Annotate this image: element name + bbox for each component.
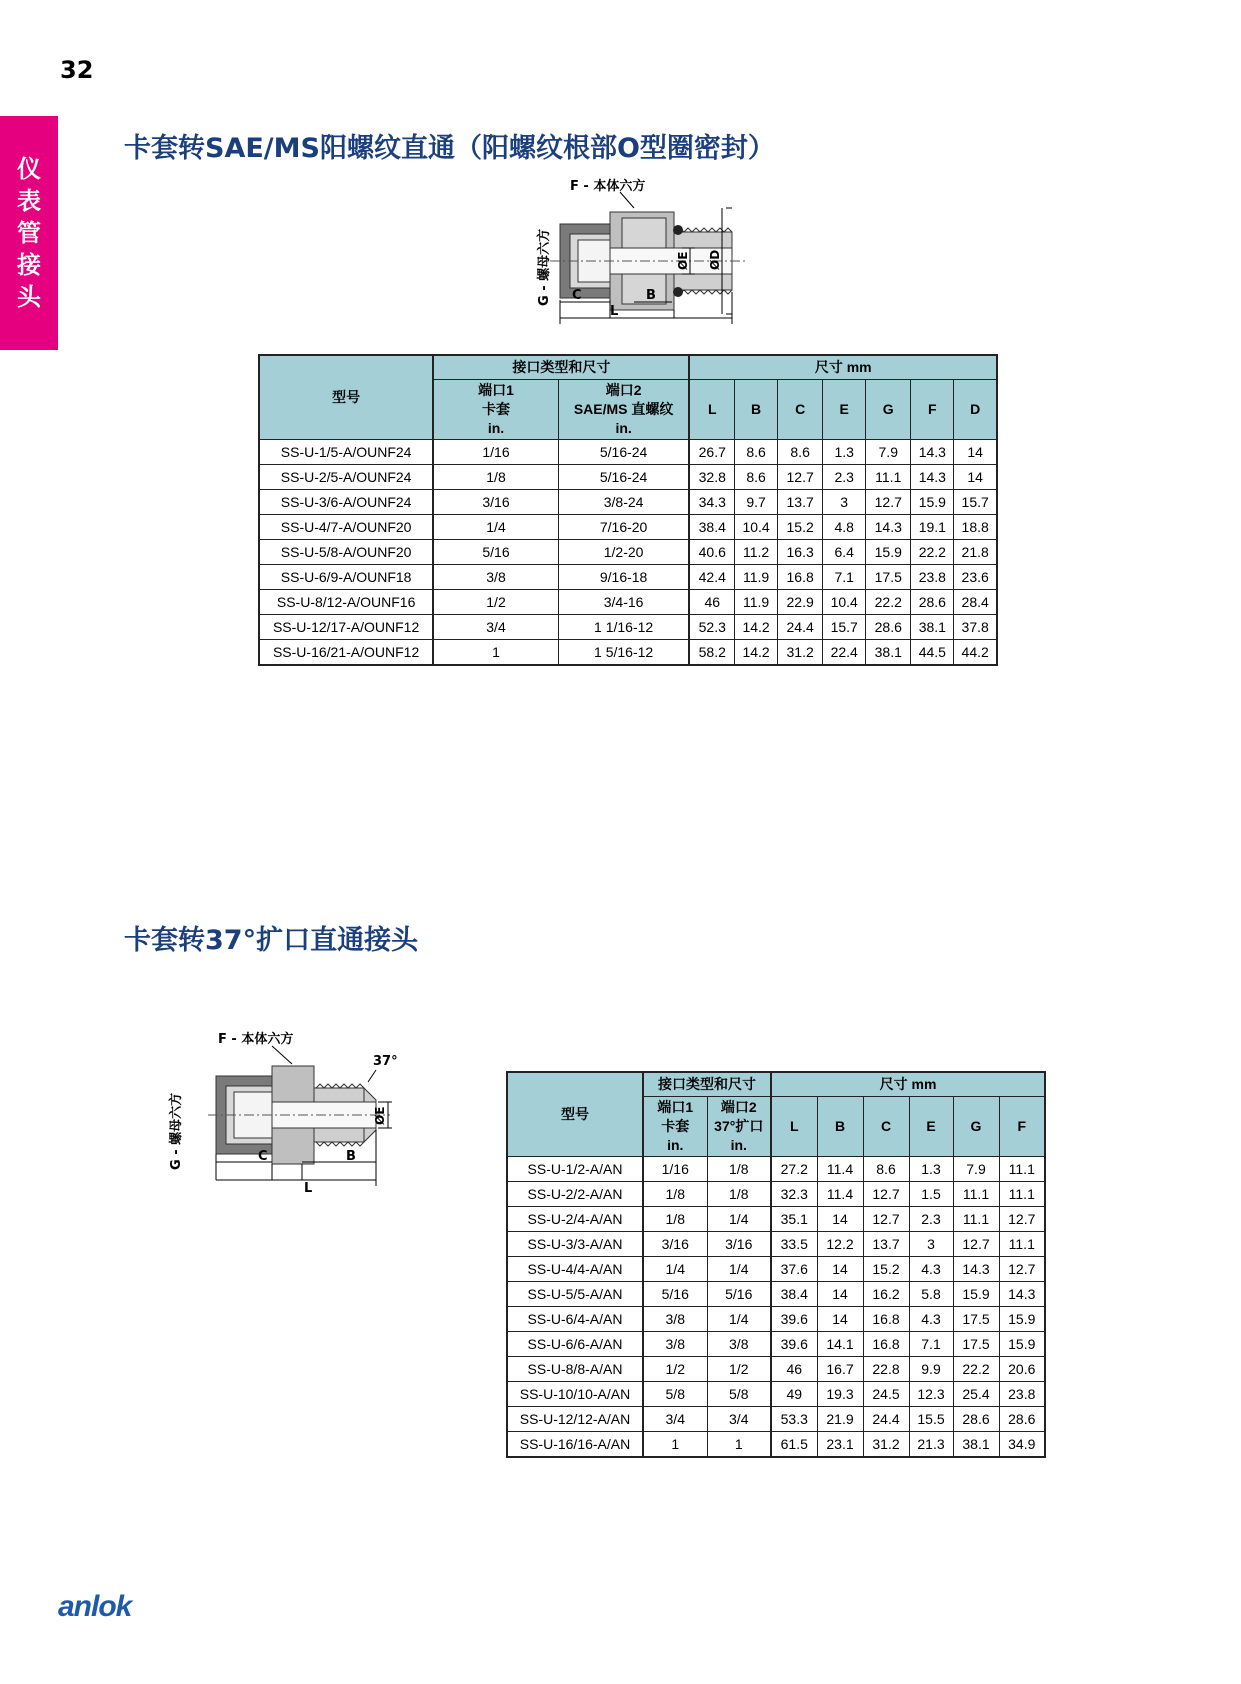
table-cell: 16.2 (863, 1281, 909, 1306)
table-cell: 1 1/16-12 (558, 614, 689, 639)
table-cell: 15.7 (954, 489, 997, 514)
model-cell: SS-U-1/2-A/AN (507, 1156, 643, 1181)
header-port2-line: 37°扩口 (714, 1117, 764, 1134)
table-cell: 11.4 (817, 1181, 863, 1206)
side-tab-char: 头 (17, 283, 41, 311)
table-cell: 3/8 (433, 564, 558, 589)
header-dim-col: F (911, 379, 954, 439)
table-cell: 39.6 (771, 1306, 817, 1331)
table-row (507, 1181, 1045, 1206)
angle-label: 37° (373, 1054, 398, 1069)
table-cell: 11.4 (817, 1156, 863, 1181)
table-cell: 12.7 (953, 1231, 999, 1256)
table-cell: 8.6 (863, 1156, 909, 1181)
table-cell: 4.3 (909, 1306, 953, 1331)
table-cell: 11.1 (999, 1156, 1045, 1181)
model-cell: SS-U-3/3-A/AN (507, 1231, 643, 1256)
table-cell: 19.1 (911, 514, 954, 539)
table-cell: 11.9 (735, 564, 778, 589)
table-cell: 7.9 (866, 439, 911, 464)
table-cell: 32.3 (771, 1181, 817, 1206)
table-cell: 1/8 (433, 464, 558, 489)
table-cell: 2.3 (909, 1206, 953, 1231)
table-cell: 12.7 (999, 1256, 1045, 1281)
header-dim-col: B (817, 1096, 863, 1156)
table-cell: 17.5 (953, 1331, 999, 1356)
table-cell: 16.8 (863, 1331, 909, 1356)
table-cell: 5/8 (707, 1381, 771, 1406)
table-cell: 44.5 (911, 639, 954, 665)
model-cell: SS-U-4/7-A/OUNF20 (259, 514, 433, 539)
table-cell: 44.2 (954, 639, 997, 665)
table-cell: 1.3 (823, 439, 866, 464)
table-cell: 1/4 (643, 1256, 707, 1281)
table-cell: 1/8 (643, 1181, 707, 1206)
header-dim-col: C (863, 1096, 909, 1156)
header-port1-line: 卡套 (661, 1117, 690, 1134)
table-cell: 16.3 (778, 539, 823, 564)
table-row (507, 1381, 1045, 1406)
table-cell: 32.8 (689, 464, 734, 489)
header-dim-col: G (866, 379, 911, 439)
table-cell: 5/16-24 (558, 464, 689, 489)
side-tab-char: 管 (17, 219, 41, 247)
header-port2-line: SAE/MS 直螺纹 (573, 400, 674, 417)
table-cell: 15.9 (999, 1306, 1045, 1331)
table-cell: 4.8 (823, 514, 866, 539)
table-cell: 15.7 (823, 614, 866, 639)
dim-e-label: ØE (373, 1106, 387, 1125)
table-row (259, 489, 997, 514)
table-cell: 46 (771, 1356, 817, 1381)
table-cell: 14 (954, 464, 997, 489)
table-cell: 23.8 (911, 564, 954, 589)
table-cell: 10.4 (735, 514, 778, 539)
table-cell: 28.6 (953, 1406, 999, 1431)
table-cell: 52.3 (689, 614, 734, 639)
header-port2-line: 端口2 (605, 381, 642, 398)
table-cell: 14.2 (735, 614, 778, 639)
table-cell: 31.2 (863, 1431, 909, 1457)
dim-b-label: B (646, 288, 656, 303)
table-cell: 14.3 (999, 1281, 1045, 1306)
table-row (259, 589, 997, 614)
table-cell: 19.3 (817, 1381, 863, 1406)
nut-label: G - 螺母六方 (169, 1092, 184, 1170)
header-dimensions: 尺寸 mm (771, 1072, 1045, 1096)
table-cell: 13.7 (863, 1231, 909, 1256)
table-cell: 15.2 (778, 514, 823, 539)
table-row (259, 514, 997, 539)
header-port2-line: in. (730, 1136, 747, 1153)
table-row (507, 1331, 1045, 1356)
nut-label: G - 螺母六方 (537, 228, 552, 306)
table-cell: 12.7 (999, 1206, 1045, 1231)
header-dim-col: F (999, 1096, 1045, 1156)
table-cell: 46 (689, 589, 734, 614)
table-cell: 38.4 (689, 514, 734, 539)
table-cell: 14.3 (911, 464, 954, 489)
table-cell: 18.8 (954, 514, 997, 539)
table-cell: 3/4 (643, 1406, 707, 1431)
table-cell: 2.3 (823, 464, 866, 489)
table-cell: 12.3 (909, 1381, 953, 1406)
dim-l-label: L (610, 304, 619, 319)
side-tab-char: 接 (17, 251, 41, 279)
model-cell: SS-U-8/12-A/OUNF16 (259, 589, 433, 614)
table-cell: 1/4 (707, 1206, 771, 1231)
section2-fitting-diagram (168, 1030, 408, 1200)
dim-b-label: B (346, 1149, 356, 1164)
hex-label: F - 本体六方 (570, 179, 646, 194)
model-cell: SS-U-6/6-A/AN (507, 1331, 643, 1356)
table-cell: 5/8 (643, 1381, 707, 1406)
table-cell: 12.7 (863, 1181, 909, 1206)
table-cell: 22.4 (823, 639, 866, 665)
model-cell: SS-U-12/17-A/OUNF12 (259, 614, 433, 639)
table-row (259, 639, 997, 665)
table-cell: 21.3 (909, 1431, 953, 1457)
table-cell: 28.6 (911, 589, 954, 614)
model-cell: SS-U-16/21-A/OUNF12 (259, 639, 433, 665)
model-cell: SS-U-10/10-A/AN (507, 1381, 643, 1406)
table-cell: 39.6 (771, 1331, 817, 1356)
table-cell: 20.6 (999, 1356, 1045, 1381)
table-cell: 1 (643, 1431, 707, 1457)
table-row (507, 1206, 1045, 1231)
table-cell: 11.2 (735, 539, 778, 564)
table-row (507, 1156, 1045, 1181)
table-cell: 14.3 (866, 514, 911, 539)
model-cell: SS-U-4/4-A/AN (507, 1256, 643, 1281)
table-cell: 1/4 (433, 514, 558, 539)
header-dim-col: L (689, 379, 734, 439)
table-cell: 12.7 (863, 1206, 909, 1231)
table-cell: 3/16 (707, 1231, 771, 1256)
model-cell: SS-U-6/4-A/AN (507, 1306, 643, 1331)
table-cell: 7/16-20 (558, 514, 689, 539)
table-cell: 28.6 (866, 614, 911, 639)
table-cell: 38.1 (911, 614, 954, 639)
table-row (507, 1231, 1045, 1256)
table-cell: 5.8 (909, 1281, 953, 1306)
model-cell: SS-U-8/8-A/AN (507, 1356, 643, 1381)
table-cell: 28.6 (999, 1406, 1045, 1431)
table-cell: 8.6 (735, 439, 778, 464)
table-cell: 61.5 (771, 1431, 817, 1457)
table-cell: 17.5 (866, 564, 911, 589)
table-row (259, 464, 997, 489)
table-cell: 22.9 (778, 589, 823, 614)
table-cell: 1/2 (643, 1356, 707, 1381)
table-cell: 3/4 (707, 1406, 771, 1431)
table-cell: 1/2 (433, 589, 558, 614)
table-row (507, 1281, 1045, 1306)
table-row (507, 1356, 1045, 1381)
table-cell: 1/8 (643, 1206, 707, 1231)
table-cell: 15.2 (863, 1256, 909, 1281)
side-category-tab (0, 116, 58, 350)
table-cell: 5/16 (707, 1281, 771, 1306)
table-cell: 11.9 (735, 589, 778, 614)
header-dim-col: G (953, 1096, 999, 1156)
table-cell: 15.9 (999, 1331, 1045, 1356)
table-cell: 11.1 (866, 464, 911, 489)
header-port1 (433, 379, 558, 439)
table-cell: 1 (433, 639, 558, 665)
table-cell: 15.9 (953, 1281, 999, 1306)
table-cell: 8.6 (735, 464, 778, 489)
table-cell: 3/4 (433, 614, 558, 639)
table-cell: 24.4 (778, 614, 823, 639)
table-cell: 1.3 (909, 1156, 953, 1181)
header-dim-col: E (823, 379, 866, 439)
table-cell: 9.7 (735, 489, 778, 514)
table-cell: 14.2 (735, 639, 778, 665)
table-cell: 33.5 (771, 1231, 817, 1256)
table-cell: 8.6 (778, 439, 823, 464)
model-cell: SS-U-1/5-A/OUNF24 (259, 439, 433, 464)
table-cell: 1/2 (707, 1356, 771, 1381)
model-cell: SS-U-16/16-A/AN (507, 1431, 643, 1457)
table-cell: 28.4 (954, 589, 997, 614)
table-cell: 21.8 (954, 539, 997, 564)
table-cell: 14 (817, 1256, 863, 1281)
table-cell: 35.1 (771, 1206, 817, 1231)
table-cell: 23.6 (954, 564, 997, 589)
header-model: 型号 (507, 1072, 643, 1156)
model-cell: SS-U-3/6-A/OUNF24 (259, 489, 433, 514)
section2-table-body (507, 1156, 1045, 1457)
table-cell: 1 5/16-12 (558, 639, 689, 665)
table-row (259, 614, 997, 639)
table-cell: 3 (823, 489, 866, 514)
header-port2 (558, 379, 689, 439)
table-cell: 37.6 (771, 1256, 817, 1281)
table-cell: 23.1 (817, 1431, 863, 1457)
table-cell: 14 (954, 439, 997, 464)
table-cell: 6.4 (823, 539, 866, 564)
table-cell: 22.2 (911, 539, 954, 564)
header-dim-col: D (954, 379, 997, 439)
table-cell: 38.1 (866, 639, 911, 665)
table-cell: 23.8 (999, 1381, 1045, 1406)
dim-c-label: C (572, 288, 582, 303)
table-cell: 14.3 (953, 1256, 999, 1281)
table-cell: 15.5 (909, 1406, 953, 1431)
table-cell: 3/8 (707, 1331, 771, 1356)
table-cell: 58.2 (689, 639, 734, 665)
table-cell: 40.6 (689, 539, 734, 564)
table-cell: 53.3 (771, 1406, 817, 1431)
table-row (259, 564, 997, 589)
table-cell: 3/8 (643, 1306, 707, 1331)
table-cell: 11.1 (999, 1181, 1045, 1206)
header-dim-col: B (735, 379, 778, 439)
table-cell: 22.8 (863, 1356, 909, 1381)
table-cell: 14 (817, 1281, 863, 1306)
table-cell: 1/2-20 (558, 539, 689, 564)
table-cell: 14 (817, 1206, 863, 1231)
table-cell: 14.3 (911, 439, 954, 464)
table-cell: 24.4 (863, 1406, 909, 1431)
header-port1 (643, 1096, 707, 1156)
section1-spec-table (258, 354, 998, 666)
table-cell: 3/16 (433, 489, 558, 514)
table-cell: 3/4-16 (558, 589, 689, 614)
model-cell: SS-U-6/9-A/OUNF18 (259, 564, 433, 589)
table-cell: 38.1 (953, 1431, 999, 1457)
header-port1-line: 端口1 (478, 381, 514, 398)
dim-c-label: C (258, 1149, 268, 1164)
header-dim-col: C (778, 379, 823, 439)
table-cell: 5/16-24 (558, 439, 689, 464)
table-cell: 49 (771, 1381, 817, 1406)
table-cell: 3/8 (643, 1331, 707, 1356)
table-cell: 11.1 (999, 1231, 1045, 1256)
table-cell: 1.5 (909, 1181, 953, 1206)
table-row (507, 1431, 1045, 1457)
table-cell: 5/16 (643, 1281, 707, 1306)
header-dimensions: 尺寸 mm (689, 355, 997, 379)
table-cell: 1/16 (643, 1156, 707, 1181)
table-cell: 17.5 (953, 1306, 999, 1331)
table-cell: 27.2 (771, 1156, 817, 1181)
table-cell: 25.4 (953, 1381, 999, 1406)
table-cell: 31.2 (778, 639, 823, 665)
header-port2 (707, 1096, 771, 1156)
table-cell: 38.4 (771, 1281, 817, 1306)
table-cell: 1/8 (707, 1181, 771, 1206)
brand-logo: anlok (58, 1590, 132, 1623)
model-cell: SS-U-2/2-A/AN (507, 1181, 643, 1206)
header-dim-col: L (771, 1096, 817, 1156)
table-row (259, 439, 997, 464)
table-cell: 15.9 (911, 489, 954, 514)
side-tab-char: 仪 (17, 155, 41, 183)
section2-spec-table (506, 1071, 1046, 1458)
table-cell: 7.1 (909, 1331, 953, 1356)
table-cell: 12.7 (866, 489, 911, 514)
table-cell: 42.4 (689, 564, 734, 589)
header-port1-line: 端口1 (657, 1098, 694, 1115)
table-row (259, 539, 997, 564)
table-cell: 21.9 (817, 1406, 863, 1431)
table-cell: 3 (909, 1231, 953, 1256)
table-cell: 5/16 (433, 539, 558, 564)
table-cell: 34.3 (689, 489, 734, 514)
table-cell: 1/8 (707, 1156, 771, 1181)
model-cell: SS-U-5/5-A/AN (507, 1281, 643, 1306)
table-row (507, 1306, 1045, 1331)
dim-e-label: ØE (676, 251, 690, 270)
table-cell: 11.1 (953, 1206, 999, 1231)
table-cell: 16.7 (817, 1356, 863, 1381)
table-cell: 14 (817, 1306, 863, 1331)
header-port1-line: in. (487, 419, 505, 436)
table-cell: 3/16 (643, 1231, 707, 1256)
header-port1-line: in. (667, 1136, 684, 1153)
table-cell: 22.2 (953, 1356, 999, 1381)
dim-l-label: L (304, 1181, 313, 1196)
table-cell: 1/4 (707, 1256, 771, 1281)
table-cell: 9/16-18 (558, 564, 689, 589)
header-port2-line: in. (615, 419, 632, 436)
page-number: 32 (60, 56, 94, 84)
section1-table-body (259, 439, 997, 665)
header-port1-line: 卡套 (482, 400, 510, 417)
table-cell: 9.9 (909, 1356, 953, 1381)
table-cell: 24.5 (863, 1381, 909, 1406)
model-cell: SS-U-12/12-A/AN (507, 1406, 643, 1431)
table-cell: 13.7 (778, 489, 823, 514)
table-cell: 26.7 (689, 439, 734, 464)
table-cell: 12.7 (778, 464, 823, 489)
table-cell: 1/16 (433, 439, 558, 464)
table-cell: 11.1 (953, 1181, 999, 1206)
table-row (507, 1406, 1045, 1431)
hex-label: F - 本体六方 (218, 1032, 294, 1047)
header-model: 型号 (259, 355, 433, 439)
table-cell: 1/4 (707, 1306, 771, 1331)
table-cell: 12.2 (817, 1231, 863, 1256)
table-cell: 16.8 (778, 564, 823, 589)
model-cell: SS-U-5/8-A/OUNF20 (259, 539, 433, 564)
table-cell: 3/8-24 (558, 489, 689, 514)
table-cell: 15.9 (866, 539, 911, 564)
model-cell: SS-U-2/4-A/AN (507, 1206, 643, 1231)
header-connection: 接口类型和尺寸 (433, 355, 689, 379)
header-connection: 接口类型和尺寸 (643, 1072, 771, 1096)
section1-title: 卡套转SAE/MS阳螺纹直通（阳螺纹根部O型圈密封） (124, 133, 775, 164)
header-dim-col: E (909, 1096, 953, 1156)
header-port2-line: 端口2 (720, 1098, 757, 1115)
table-cell: 7.1 (823, 564, 866, 589)
section2-title: 卡套转37°扩口直通接头 (124, 925, 419, 956)
table-cell: 1 (707, 1431, 771, 1457)
section1-fitting-diagram (530, 178, 790, 344)
model-cell: SS-U-2/5-A/OUNF24 (259, 464, 433, 489)
table-cell: 37.8 (954, 614, 997, 639)
dim-d-label: ØD (708, 249, 722, 270)
side-tab-char: 表 (17, 187, 41, 215)
table-cell: 10.4 (823, 589, 866, 614)
table-cell: 22.2 (866, 589, 911, 614)
table-cell: 14.1 (817, 1331, 863, 1356)
table-row (507, 1256, 1045, 1281)
table-cell: 7.9 (953, 1156, 999, 1181)
table-cell: 4.3 (909, 1256, 953, 1281)
table-cell: 16.8 (863, 1306, 909, 1331)
table-cell: 34.9 (999, 1431, 1045, 1457)
